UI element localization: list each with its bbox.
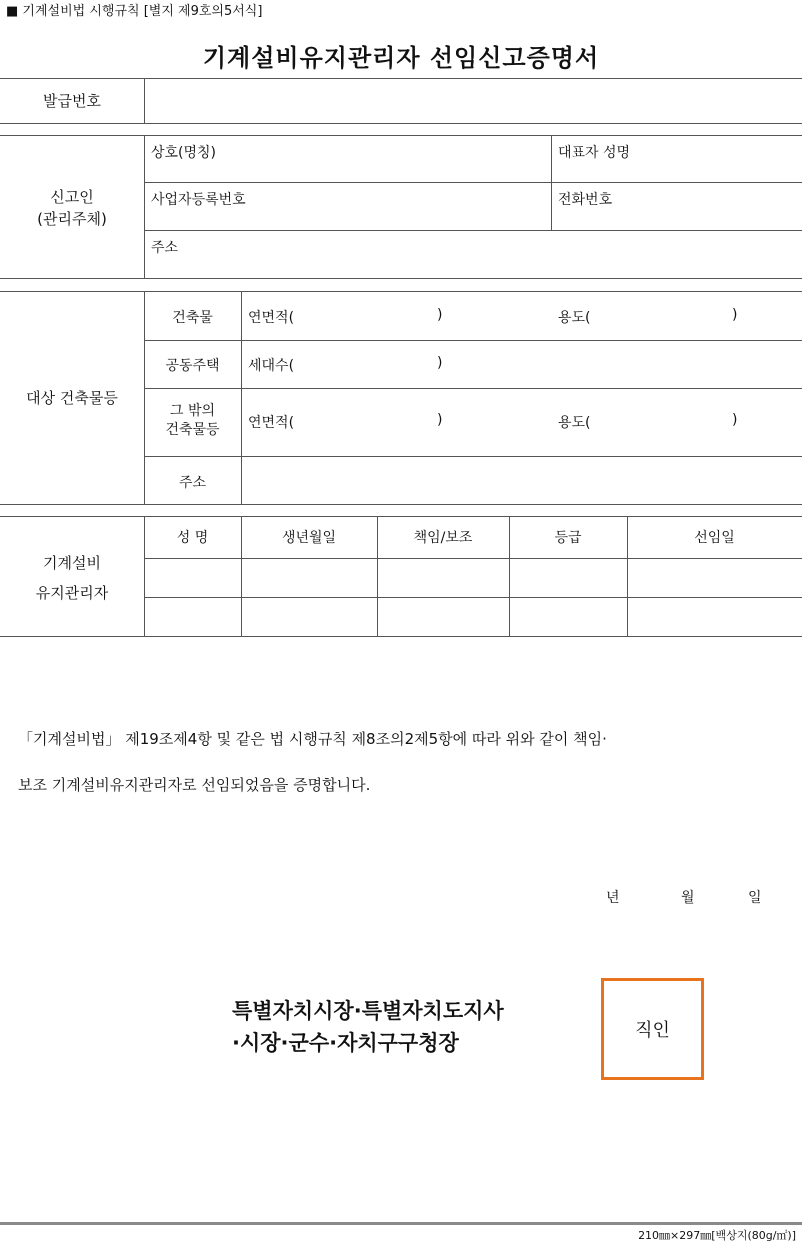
building-use-label: 용도( bbox=[558, 310, 591, 326]
managers-label-line2: 유지관리자 bbox=[35, 584, 109, 602]
other-label-line2: 건축물등 bbox=[165, 422, 220, 438]
date-day: 일 bbox=[748, 890, 762, 906]
apartment-households-close: ) bbox=[437, 355, 443, 371]
authority-line1: 특별자치시장·특별자치도지사 bbox=[232, 999, 504, 1023]
seal-label: 직인 bbox=[635, 1020, 670, 1041]
document-title: 기계설비유지관리자 선임신고증명서 bbox=[202, 44, 600, 72]
date-month: 월 bbox=[681, 890, 695, 906]
representative-label: 대표자 성명 bbox=[558, 145, 631, 161]
building-label: 건축물 bbox=[172, 310, 213, 326]
column-role: 책임/보조 bbox=[413, 530, 473, 546]
other-area-close: ) bbox=[437, 412, 443, 428]
date-year: 년 bbox=[606, 890, 620, 906]
reporter-address-label: 주소 bbox=[151, 240, 179, 256]
other-area-label: 연면적( bbox=[248, 415, 295, 431]
building-area-close: ) bbox=[437, 307, 443, 323]
statement-line1: 「기계설비법」 제19조제4항 및 같은 법 시행규칙 제8조의2제5항에 따라 위와 같이 책임· bbox=[18, 730, 607, 748]
column-appointment-date: 선임일 bbox=[694, 530, 735, 546]
statement-line2: 보조 기계설비유지관리자로 선임되었음을 증명합니다. bbox=[18, 776, 371, 794]
column-name: 성 명 bbox=[176, 530, 209, 546]
authority-line2: ·시장·군수·자치구구청장 bbox=[232, 1031, 459, 1055]
building-area-label: 연면적( bbox=[248, 310, 295, 326]
other-building-label bbox=[144, 402, 241, 440]
other-use-label: 용도( bbox=[558, 415, 591, 431]
apartment-households-label: 세대수( bbox=[248, 358, 295, 374]
reporter-section-label bbox=[0, 186, 144, 230]
reporter-label-line2: (관리주체) bbox=[37, 210, 107, 228]
issue-number-label: 발급번호 bbox=[43, 92, 101, 110]
building-use-close: ) bbox=[732, 307, 738, 323]
other-use-close: ) bbox=[732, 412, 738, 428]
managers-label-line1: 기계설비 bbox=[43, 554, 101, 572]
apartment-label: 공동주택 bbox=[165, 358, 220, 374]
form-header: ■ 기계설비법 시행규칙 [별지 제9호의5서식] bbox=[6, 4, 263, 19]
authority bbox=[232, 995, 504, 1059]
registration-number-label: 사업자등록번호 bbox=[151, 192, 246, 208]
business-name-label: 상호(명칭) bbox=[151, 145, 217, 161]
target-section-label: 대상 건축물등 bbox=[26, 389, 118, 407]
seal-box bbox=[601, 978, 704, 1080]
target-address-label: 주소 bbox=[178, 475, 207, 491]
other-label-line1: 그 밖의 bbox=[169, 403, 216, 419]
column-grade: 등급 bbox=[554, 530, 582, 546]
paper-spec: 210㎜×297㎜[백상지(80g/㎡)] bbox=[638, 1229, 796, 1242]
footer-rule bbox=[0, 1222, 802, 1225]
column-birthdate: 생년월일 bbox=[281, 530, 337, 546]
phone-label: 전화번호 bbox=[558, 192, 613, 208]
reporter-label-line1: 신고인 bbox=[50, 188, 94, 206]
managers-section-label bbox=[0, 548, 144, 608]
